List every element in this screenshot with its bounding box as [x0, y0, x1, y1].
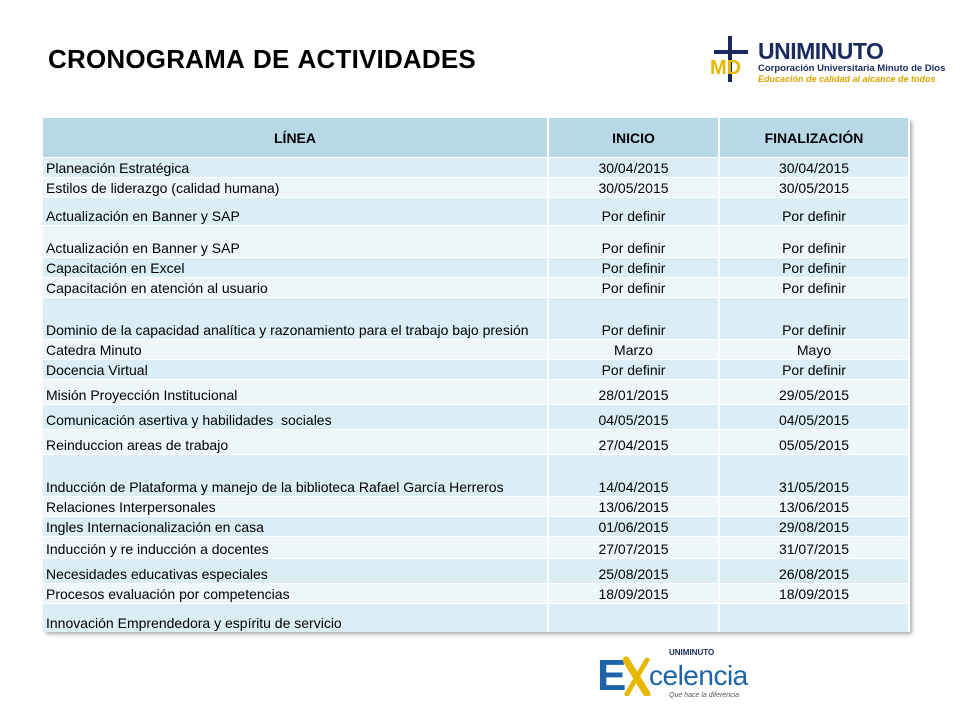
cell-linea: Misión Proyección Institucional [43, 380, 548, 405]
header-inicio: INICIO [548, 118, 719, 158]
cell-fin: Por definir [719, 298, 909, 340]
md-emblem-icon [708, 36, 754, 82]
cell-inicio: 01/06/2015 [548, 517, 719, 537]
cell-fin: Por definir [719, 258, 909, 278]
cell-fin: 13/06/2015 [719, 497, 909, 517]
cell-fin: Mayo [719, 340, 909, 360]
table-row [43, 430, 909, 455]
cell-inicio: 14/04/2015 [548, 455, 719, 497]
cell-inicio: 18/09/2015 [548, 584, 719, 604]
table-row [43, 198, 909, 226]
cell-inicio: 27/04/2015 [548, 430, 719, 455]
cell-inicio: Por definir [548, 278, 719, 298]
cell-linea: Innovación Emprendedora y espíritu de servicio [43, 604, 548, 632]
page-title [48, 44, 484, 75]
logo-tagline: Educación de calidad al alcance de todos [758, 74, 936, 84]
cell-linea: Actualización en Banner y SAP [43, 198, 548, 226]
cell-inicio: Marzo [548, 340, 719, 360]
cell-inicio [548, 604, 719, 632]
cell-fin: Por definir [719, 278, 909, 298]
cell-linea: Docencia Virtual [43, 360, 548, 380]
cell-linea: Catedra Minuto [43, 340, 548, 360]
cell-inicio: 30/05/2015 [548, 178, 719, 198]
cell-linea: Actualización en Banner y SAP [43, 226, 548, 258]
table-row [43, 226, 909, 258]
cell-linea: Necesidades educativas especiales [43, 559, 548, 584]
cell-linea: Dominio de la capacidad analítica y razonamiento para el trabajo bajo presión [43, 298, 548, 340]
cell-linea: Capacitación en atención al usuario [43, 278, 548, 298]
cell-linea: Planeación Estratégica [43, 158, 548, 178]
cell-fin: 30/05/2015 [719, 178, 909, 198]
cell-fin: 04/05/2015 [719, 405, 909, 430]
cell-inicio: 28/01/2015 [548, 380, 719, 405]
table-row [43, 380, 909, 405]
table-row [43, 158, 909, 178]
table-row [43, 604, 909, 632]
logo-corporation: Corporación Universitaria Minuto de Dios [758, 63, 946, 74]
excelencia-logo [595, 648, 748, 708]
cell-fin: 31/05/2015 [719, 455, 909, 497]
title-word-2: DE [253, 44, 290, 74]
cell-inicio: 13/06/2015 [548, 497, 719, 517]
header-finalizacion: FINALIZACIÓN [719, 118, 909, 158]
footer-logo-brand: UNIMINUTO [669, 648, 715, 657]
header-linea: LÍNEA [43, 118, 548, 158]
cell-fin: 29/05/2015 [719, 380, 909, 405]
title-word-1: CRONOGRAMA [48, 44, 245, 74]
title-word-3: ACTIVIDADES [297, 44, 476, 74]
table-row [43, 517, 909, 537]
x-mark-icon [623, 656, 651, 696]
table-row [43, 178, 909, 198]
cell-fin [719, 604, 909, 632]
table-header-row [43, 118, 909, 158]
table-row [43, 278, 909, 298]
cell-inicio: Por definir [548, 298, 719, 340]
cell-fin: 18/09/2015 [719, 584, 909, 604]
cell-linea: Inducción y re inducción a docentes [43, 537, 548, 559]
cell-fin: 05/05/2015 [719, 430, 909, 455]
cell-fin: 26/08/2015 [719, 559, 909, 584]
table-row [43, 455, 909, 497]
logo-brand: UNIMINUTO [758, 38, 884, 64]
cell-linea: Comunicación asertiva y habilidades sociales [43, 405, 548, 430]
table-row [43, 584, 909, 604]
table-row [43, 298, 909, 340]
cell-linea: Relaciones Interpersonales [43, 497, 548, 517]
cell-inicio: Por definir [548, 360, 719, 380]
cell-inicio: Por definir [548, 258, 719, 278]
cell-fin: 29/08/2015 [719, 517, 909, 537]
cell-inicio: Por definir [548, 226, 719, 258]
table-row [43, 537, 909, 559]
cell-fin: Por definir [719, 360, 909, 380]
cell-inicio: Por definir [548, 198, 719, 226]
cell-fin: Por definir [719, 226, 909, 258]
footer-logo-letter: E [597, 651, 627, 700]
schedule-table [43, 118, 909, 631]
cell-linea: Procesos evaluación por competencias [43, 584, 548, 604]
cell-inicio: 25/08/2015 [548, 559, 719, 584]
table-row [43, 360, 909, 380]
cell-linea: Estilos de liderazgo (calidad humana) [43, 178, 548, 198]
cell-inicio: 04/05/2015 [548, 405, 719, 430]
table-row [43, 340, 909, 360]
cell-fin: Por definir [719, 198, 909, 226]
table-row [43, 258, 909, 278]
cell-linea: Ingles Internacionalización en casa [43, 517, 548, 537]
table-row [43, 559, 909, 584]
uniminuto-logo [708, 34, 946, 90]
cell-linea: Capacitación en Excel [43, 258, 548, 278]
cell-fin: 30/04/2015 [719, 158, 909, 178]
table-row [43, 497, 909, 517]
md-mark: MD [710, 57, 742, 79]
cell-inicio: 30/04/2015 [548, 158, 719, 178]
cell-inicio: 27/07/2015 [548, 537, 719, 559]
cell-linea: Reinduccion areas de trabajo [43, 430, 548, 455]
footer-logo-word: celencia [649, 660, 748, 691]
footer-logo-slogan: Que hace la diferencia [669, 692, 740, 699]
cell-linea: Inducción de Plataforma y manejo de la biblioteca Rafael García Herreros [43, 455, 548, 497]
cell-fin: 31/07/2015 [719, 537, 909, 559]
table-row [43, 405, 909, 430]
